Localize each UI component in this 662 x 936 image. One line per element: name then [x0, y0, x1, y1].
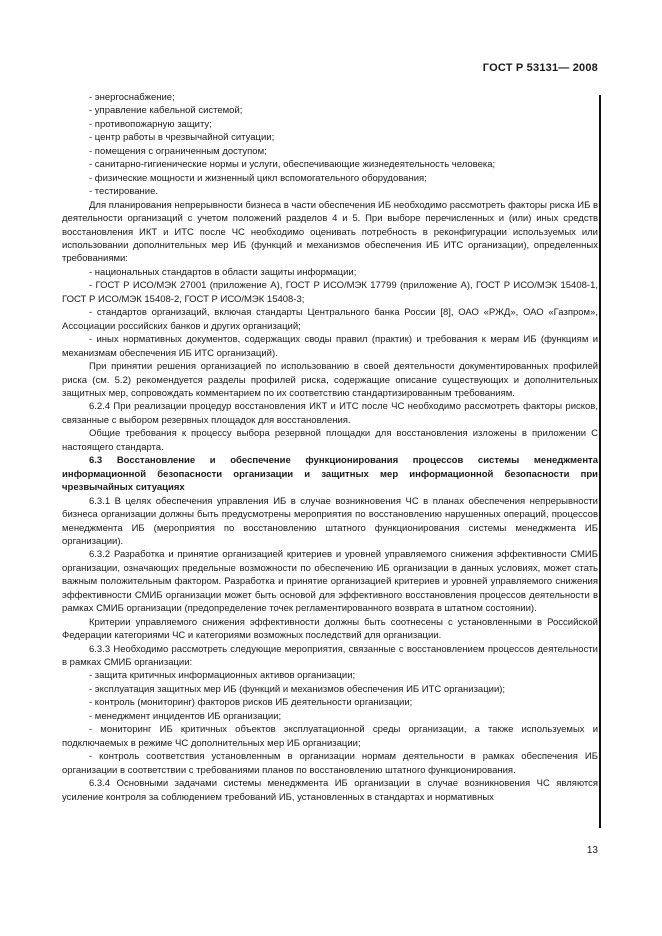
- list-item: - противопожарную защиту;: [89, 118, 212, 130]
- paragraph-6-2-4: 6.2.4 При реализации процедур восстановления ИКТ и ИТС после ЧС необходимо рассмотреть факторы рисков, связанные с выбором резервных площадок для восстановления.: [62, 401, 598, 426]
- list-item: - контроль соответствия установленным в организации нормам деятельности в рамках обеспечения ИБ организации в соответствии с требованиями планов по восстановлению штатного функционирования.: [62, 751, 598, 776]
- list-item: - контроль (мониторинг) факторов рисков ИБ деятельности организации;: [89, 697, 413, 709]
- list-item: - эксплуатация защитных мер ИБ (функций и механизмов обеспечения ИБ ИТС организации);: [89, 683, 506, 695]
- paragraph-6-3-3: 6.3.3 Необходимо рассмотреть следующие мероприятия, связанные с восстановлением процессов деятельности в рамках СМИБ организации:: [62, 643, 598, 669]
- list-item: - центр работы в чрезвычайной ситуации;: [89, 132, 275, 144]
- list-item: - ГОСТ Р ИСО/МЭК 27001 (приложение А), ГОСТ Р ИСО/МЭК 17799 (приложение А), ГОСТ Р ИСО/МЭК 15408-1, ГОСТ Р ИСО/МЭК 15408-2, ГОСТ Р ИСО/МЭК 15408-3;: [62, 280, 598, 305]
- paragraph-6-3-1: 6.3.1 В целях обеспечения управления ИБ в случае возникновения ЧС в планах обеспечения непрерывности бизнеса организации должны быть предусмотрены мероприятия по восстановлению нарушенных операций, процессов менеджмента ИБ (мероприятия по восстановлению штатного функционирования системы менеджмента ИБ организации).: [62, 495, 598, 547]
- paragraph-6-3-4: 6.3.4 Основными задачами системы менеджмента ИБ организации в случае возникновения ЧС являются усиление контроля за соблюдением требований ИБ, установленных в стандартах и нормативных: [62, 778, 598, 803]
- list-item: - физические мощности и жизненный цикл вспомогательного оборудования;: [89, 172, 427, 184]
- paragraph-general-requirements: Общие требования к процессу выбора резервной площадки для восстановления изложены в приложении С настоящего стандарта.: [62, 428, 598, 453]
- list-item: - стандартов организаций, включая стандарты Центрального банка России [8], ОАО «РЖД», ОАО «Газпром», Ассоциации российских банков и других организаций;: [62, 307, 598, 332]
- list-item: - тестирование.: [89, 186, 159, 198]
- list-item: - энергоснабжение;: [89, 92, 175, 103]
- page-number: 13: [586, 845, 598, 856]
- paragraph-criteria: Критерии управляемого снижения эффективности должны быть соотнесены с установленными в Российской Федерации категориями ЧС и категориями возможных последствий для организации.: [62, 616, 598, 642]
- paragraph-decision: При принятии решения организацией по использованию в своей деятельности документированных профилей риска (см. 5.2) рекомендуется разделы профилей риска, содержащие описание существующих и дополнительных защитных мер, сопровождать комментарием по их соответствию стандартизированным требованиям.: [62, 361, 598, 399]
- list-item: - мониторинг ИБ критичных объектов эксплуатационной среды организации, а также используемых и подключаемых в режиме ЧС дополнительных мер ИБ организации;: [62, 724, 598, 749]
- list-item: - национальных стандартов в области защиты информации;: [89, 266, 357, 278]
- list-item: - менеджмент инцидентов ИБ организации;: [89, 710, 282, 722]
- section-heading-6-3: 6.3 Восстановление и обеспечение функционирования процессов системы менеджмента информационной безопасности организации и защитных мер информационной безопасности при чрезвычайных ситуациях: [62, 455, 598, 494]
- list-item: - защита критичных информационных активов организации;: [89, 670, 356, 682]
- list-item: - помещения с ограниченным доступом;: [89, 145, 267, 157]
- list-item: - управление кабельной системой;: [89, 105, 243, 117]
- document-header: ГОСТ Р 53131— 2008: [482, 62, 598, 74]
- page-body: [62, 91, 598, 804]
- paragraph-6-3-2: 6.3.2 Разработка и принятие организацией критериев и уровней управляемого снижения эффективности СМИБ организации, означающих предельные возможности по обеспечению ИБ организации в данных условиях, может стать важным положительным фактором. Разработка и принятие организацией критериев и уровней управляемого снижения эффективности СМИБ организации может быть основой для эффективного восстановления процессов деятельности в рамках СМИБ организации (предопределение точек регламентированного возврата в штатном состоянии).: [62, 549, 598, 615]
- paragraph-planning: Для планирования непрерывности бизнеса в части обеспечения ИБ необходимо рассмотреть факторы риска ИБ в деятельности организаций с учетом положений разделов 4 и 5. При выборе перечисленных и (или) иных средств восстановления ИКТ и ИТС после ЧС необходимо оценивать потребность в реконфигурации используемых или использовании дополнительных мер ИБ (функций и механизмов обеспечения ИБ ИТС организации), определенных требованиями:: [62, 199, 598, 265]
- revision-change-bar: [599, 95, 601, 828]
- list-item: - иных нормативных документов, содержащих своды правил (практик) и требования к мерам ИБ (функциям и механизмам обеспечения ИБ ИТС организаций).: [62, 334, 598, 359]
- list-item: - санитарно-гигиенические нормы и услуги, обеспечивающие жизнедеятельность человека;: [89, 159, 496, 171]
